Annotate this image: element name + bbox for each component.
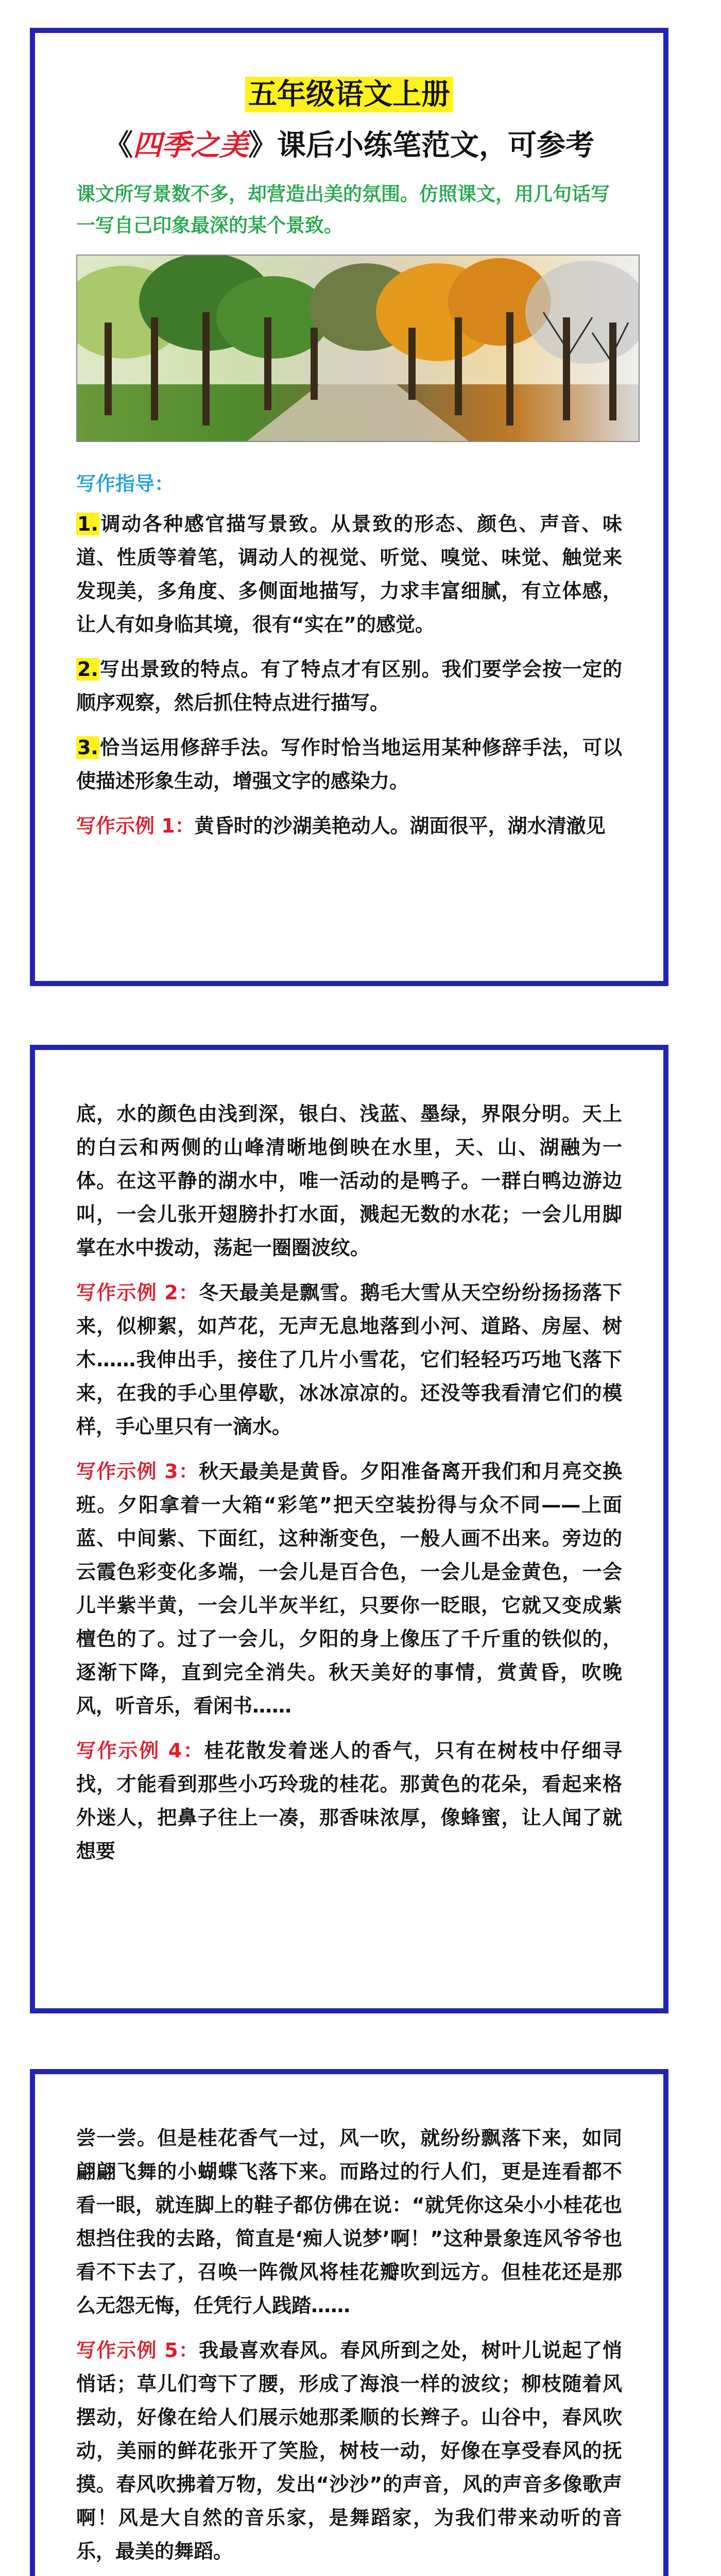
guidance-item-text: 恰当运用修辞手法。写作时恰当地运用某种修辞手法，可以使描述形象生动，增强文字的感染力。 <box>76 736 622 792</box>
card-2-content <box>76 1050 622 1868</box>
example-label: 写作示例 1： <box>76 815 195 837</box>
guidance-item <box>76 507 622 641</box>
page-title-text: 五年级语文上册 <box>245 77 453 112</box>
guidance-item-text: 写出景致的特点。有了特点才有区别。我们要学会按一定的顺序观察，然后抓住特点进行描写。 <box>76 658 622 714</box>
example-text: 桂花散发着迷人的香气，只有在树枝中仔细寻找，才能看到那些小巧玲珑的桂花。那黄色的花朵，看起来格外迷人，把鼻子往上一凑，那香味浓厚，像蜂蜜，让人闻了就想要 <box>76 1739 622 1862</box>
guidance-item-number: 3. <box>77 736 98 759</box>
example-label: 写作示例 3： <box>76 1460 199 1483</box>
card-1-content <box>76 33 622 843</box>
card-3-content <box>76 2074 622 2576</box>
example-label: 写作示例 5： <box>76 2339 199 2362</box>
guidance-item-number: 2. <box>77 658 98 681</box>
example-label: 写作示例 4： <box>76 1739 204 1762</box>
example-1-start <box>76 809 622 843</box>
page-subtitle <box>76 123 622 169</box>
example-text: 我最喜欢春风。春风所到之处，树叶儿说起了悄悄话；草儿们弯下了腰，形成了海浪一样的波纹；柳枝随着风摆动，好像在给人们展示她那柔顺的长辫子。山谷中，春风吹动，美丽的鲜花张开了笑脸，树枝一动，好像在享受春风的抚摸。春风吹拂着万物，发出“沙沙”的声音，风的声音多像歌声啊！风是大自然的音乐家，是舞蹈家，为我们带来动听的音乐，最美的舞蹈。 <box>76 2339 622 2563</box>
guidance-item <box>76 731 622 798</box>
guidance-item-text: 调动各种感官描写景致。从景致的形态、颜色、声音、味道、性质等着笔，调动人的视觉、听觉、嗅觉、味觉、触觉来发现美，多角度、多侧面地描写，力求丰富细腻，有立体感，让人有如身临其境，很有“实在”的感觉。 <box>76 513 622 636</box>
page-title <box>76 74 622 115</box>
example-text: 冬天最美是飘雪。鹅毛大雪从天空纷纷扬扬落下来，似柳絮，如芦花，无声无息地落到小河、道路、房屋、树木……我伸出手，接住了几片小雪花，它们轻轻巧巧地飞落下来，在我的手心里停歇，冰冰凉凉的。还没等我看清它们的模样，手心里只有一滴水。 <box>76 1281 622 1438</box>
example-4-start <box>76 1734 622 1868</box>
example-4-continued: 尝一尝。但是桂花香气一过，风一吹，就纷纷飘落下来，如同翩翩飞舞的小蝴蝶飞落下来。而路过的行人们，更是连看都不看一眼，就连脚上的鞋子都仿佛在说：“就凭你这朵小小桂花也想挡住我的去路，简直是‘痴人说梦’啊！”这种景象连风爷爷也看不下去了，召唤一阵微风将桂花瓣吹到远方。但桂花还是那么无怨无悔，任凭行人践踏…… <box>76 2127 622 2317</box>
guidance-item-number: 1. <box>77 513 98 535</box>
example-1-continued: 底，水的颜色由浅到深，银白、浅蓝、墨绿，界限分明。天上的白云和两侧的山峰清晰地倒映在水里，天、山、湖融为一体。在这平静的湖水中，唯一活动的是鸭子。一群白鸭边游边叫，一会儿张开翅膀扑打水面，溅起无数的水花；一会儿用脚掌在水中拨动，荡起一圈圈波纹。 <box>76 1103 622 1259</box>
example-3 <box>76 1455 622 1723</box>
subtitle-rest: 》课后小练笔范文，可参考 <box>248 129 594 162</box>
subtitle-open: 《 <box>104 129 133 162</box>
example-5 <box>76 2334 622 2568</box>
subtitle-book: 四季之美 <box>133 129 248 162</box>
intro-text: 课文所写景数不多，却营造出美的氛围。仿照课文，用几句话写一写自己印象最深的某个景致。 <box>76 183 610 236</box>
seasons-trees-image <box>76 255 640 442</box>
guidance-item <box>76 653 622 720</box>
card-2 <box>30 1045 668 2013</box>
example-text: 秋天最美是黄昏。夕阳准备离开我们和月亮交换班。夕阳拿着一大箱“彩笔”把天空装扮得与众不同——上面蓝、中间紫、下面红，这种渐变色，一般人画不出来。旁边的云霞色彩变化多端，一会儿是百合色，一会儿是金黄色，一会儿半紫半黄，一会儿半灰半红，只要你一眨眼，它就又变成紫檀色的了。过了一会儿，夕阳的身上像压了千斤重的铁似的，逐渐下降，直到完全消失。秋天美好的事情，赏黄昏，吹晚风，听音乐，看闲书…… <box>76 1460 622 1717</box>
example-text: 黄昏时的沙湖美艳动人。湖面很平，湖水清澈见 <box>194 815 606 837</box>
example-label: 写作示例 2： <box>76 1281 199 1304</box>
example-2 <box>76 1276 622 1444</box>
card-3 <box>30 2069 668 2576</box>
guidance-heading: 写作指导： <box>76 472 175 495</box>
card-1 <box>30 28 668 986</box>
